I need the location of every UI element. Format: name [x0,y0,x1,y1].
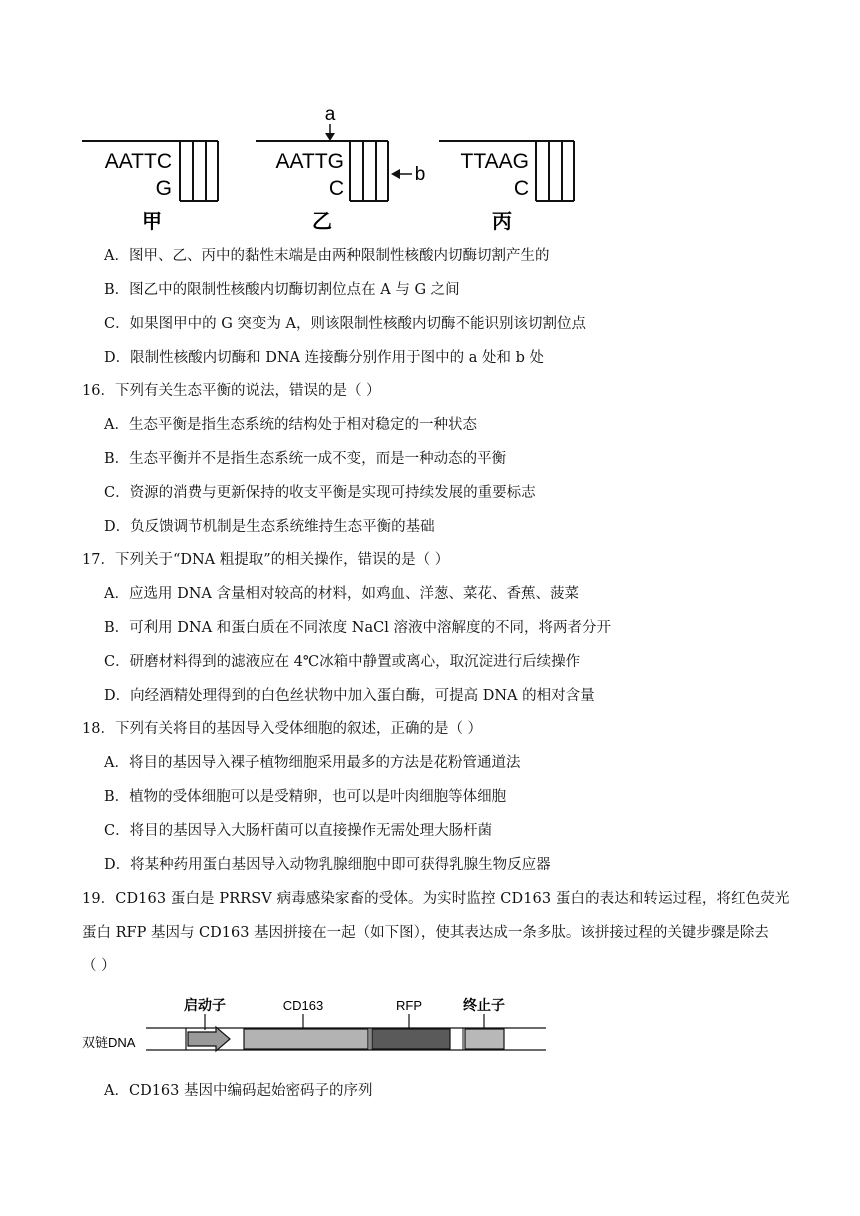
yi-label: 乙 [312,211,332,233]
label-rfp: RFP [396,998,422,1013]
jia-top-seq: AATTC [104,150,172,173]
q15-option-c: C．如果图甲中的 G 突变为 A，则该限制性核酸内切酶不能识别该切割位点 [104,316,586,332]
q16-option-b: B．生态平衡并不是指生态系统一成不变，而是一种动态的平衡 [104,451,507,467]
q18-option-b: B．植物的受体细胞可以是受精卵，也可以是叶肉细胞等体细胞 [104,789,507,805]
arrow-b-icon [391,169,400,179]
rfp-gene-box [372,1029,450,1049]
arrow-b-label: b [414,164,426,185]
label-cd163: CD163 [282,998,324,1013]
arrow-a-icon [325,133,335,141]
q18-stem: 18．下列有关将目的基因导入受体细胞的叙述，正确的是（ ） [82,721,483,737]
bing-top-seq: TTAAG [460,150,529,173]
q17-option-a: A．应选用 DNA 含量相对较高的材料，如鸡血、洋葱、菜花、香蕉、菠菜 [104,586,579,602]
q19-stem-line2: 蛋白 RFP 基因与 CD163 基因拼接在一起（如下图），使其表达成一条多肽。该拼接过程的关键步骤是除去 [82,925,769,941]
q18-option-c: C．将目的基因导入大肠杆菌可以直接操作无需处理大肠杆菌 [104,823,493,839]
q16-stem: 16．下列有关生态平衡的说法，错误的是（ ） [82,383,381,399]
q15-option-a: A．图甲、乙、丙中的黏性末端是由两种限制性核酸内切酶切割产生的 [104,248,550,264]
label-dna: 双链DNA [82,1035,136,1050]
label-terminator: 终止子 [463,997,505,1013]
fragment-jia [82,141,218,233]
cd163-gene-box [244,1029,368,1049]
q16-option-a: A．生态平衡是指生态系统的结构处于相对稳定的一种状态 [104,417,477,433]
arrow-a-label: a [324,104,336,125]
q15-option-b: B．图乙中的限制性核酸内切酶切割位点在 A 与 G 之间 [104,282,460,298]
q19-stem-line3: （ ） [82,958,116,974]
q19-option-a: A．CD163 基因中编码起始密码子的序列 [104,1083,373,1099]
promoter-arrow-icon [188,1027,230,1051]
q19-stem-line1: 19．CD163 蛋白是 PRRSV 病毒感染家畜的受体。为实时监控 CD163 蛋白的表达和转运过程，将红色荧光 [82,891,790,907]
q17-option-c: C．研磨材料得到的滤液应在 4℃冰箱中静置或离心，取沉淀进行后续操作 [104,654,581,670]
yi-top-seq: AATTG [275,150,344,173]
q17-option-d: D．向经酒精处理得到的白色丝状物中加入蛋白酶，可提高 DNA 的相对含量 [104,688,595,704]
fragment-yi [256,104,425,233]
label-promoter: 启动子 [184,997,226,1013]
jia-bottom-seq: G [155,177,172,200]
fragment-bing [439,141,574,233]
q18-option-d: D．将某种药用蛋白基因导入动物乳腺细胞中即可获得乳腺生物反应器 [104,857,551,873]
jia-label: 甲 [142,211,162,233]
bing-label: 丙 [492,211,512,233]
yi-bottom-seq: C [328,177,344,200]
terminator-box [465,1029,504,1049]
q17-stem: 17．下列关于“DNA 粗提取”的相关操作，错误的是（ ） [82,552,450,568]
q16-option-c: C．资源的消费与更新保持的收支平衡是实现可持续发展的重要标志 [104,485,536,501]
q17-option-b: B．可利用 DNA 和蛋白质在不同浓度 NaCl 溶液中溶解度的不同，将两者分开 [104,620,611,636]
bing-bottom-seq: C [513,177,529,200]
q15-option-d: D．限制性核酸内切酶和 DNA 连接酶分别作用于图中的 a 处和 b 处 [104,350,544,366]
sticky-end-figure [70,100,610,240]
q18-option-a: A．将目的基因导入裸子植物细胞采用最多的方法是花粉管通道法 [104,755,521,771]
q16-option-d: D．负反馈调节机制是生态系统维持生态平衡的基础 [104,519,435,535]
dna-construct-figure [78,990,558,1060]
